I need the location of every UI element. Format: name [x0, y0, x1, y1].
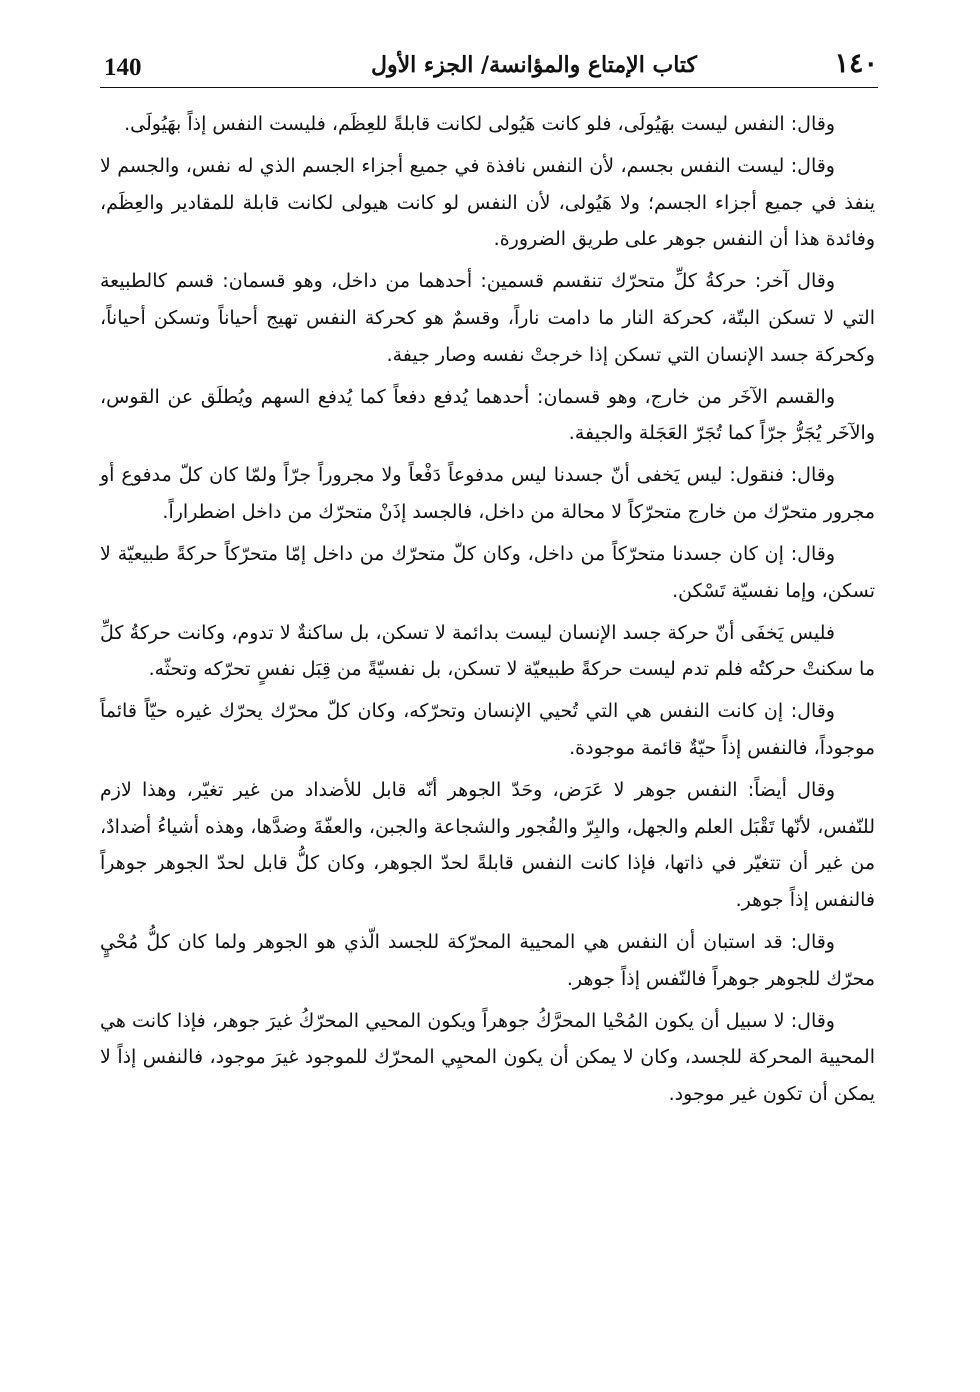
paragraph: وقال: إن كان جسدنا متحرّكاً من داخل، وكان كلّ متحرّك من داخل إمّا متحرّكاً حركةً طبيعيّة لا تسكن، وإما نفسيّة تَسْكن.	[100, 543, 875, 602]
page-number-latin: 140	[104, 54, 142, 81]
body-text	[100, 106, 875, 1118]
paragraph: وقال: فنقول: ليس يَخفى أنّ جسدنا ليس مدفوعاً دَفْعاً ولا مجروراً جرّاً ولمّا كان كلّ مدفوع أو مجرور متحرّك من خارج متحرّكاً لا محالة من داخل، فالجسد إذَنْ متحرّك من داخل اضطراراً.	[100, 464, 875, 523]
paragraph: وقال: ليست النفس بجسم، لأن النفس نافذة في جميع أجزاء الجسم الذي له نفس، والجسم لا ينفذ في جميع أجزاء الجسم؛ ولا هَيُولى، لأن النفس لو كانت هيولى لكانت قابلة للمقادير والعِظَم، وفائدة هذا أن النفس جوهر على طريق الضرورة.	[100, 155, 875, 251]
paragraph: فليس يَخفَى أنّ حركة جسد الإنسان ليست بدائمة لا تسكن، بل ساكنةٌ لا تدوم، وكانت حركةُ كلِّ ما سكنتْ حركتُه فلم تدم ليست حركةً طبيعيّة لا تسكن، بل نفسيّةً من قِبَل نفسٍ تحرّكه وتحثّه.	[100, 621, 875, 681]
page-number-arabic: ١٤٠	[834, 48, 878, 79]
book-title: كتاب الإمتاع والمؤانسة/ الجزء الأول	[370, 52, 698, 78]
page-header	[100, 44, 878, 90]
paragraph: والقسم الآخَر من خارج، وهو قسمان: أحدهما يُدفع دفعاً كما يُدفع السهم ويُطلَق عن القوس، والآخَر يُجَرُّ جرّاً كما تُجَرّ العَجَلة والجيفة.	[100, 385, 875, 445]
paragraph: وقال: النفس ليست بهَيُولَى، فلو كانت هَيُولى لكانت قابلةً للعِظَم، فليست النفس إذاً بهَيُولَى.	[124, 113, 835, 135]
paragraph: وقال: قد استبان أن النفس هي المحيية المحرّكة للجسد الّذي هو الجوهر ولما كان كلُّ مُحْيٍ محرّك للجوهر جوهراً فالنّفس إذاً جوهر.	[100, 930, 875, 990]
paragraph: وقال: إن كانت النفس هي التي تُحيي الإنسان وتحرّكه، وكان كلّ محرّك يحرّك غيره حيّاً قائماً موجوداً، فالنفس إذاً حيّةٌ قائمة موجودة.	[100, 700, 875, 759]
paragraph: وقال: لا سبيل أن يكون المُحْيا المحرَّكُ جوهراً ويكون المحيي المحرّكُ غيرَ جوهر، فإذا كانت هي المحيية المحركة للجسد، وكان لا يمكن أن يكون المحيِي المحرّك للموجود غيرَ موجود، فالنفس إذاً لا يمكن أن تكون غير موجود.	[100, 1009, 875, 1105]
paragraph: وقال آخر: حركةُ كلِّ متحرّك تنقسم قسمين: أحدهما من داخل، وهو قسمان: قسم كالطبيعة التي لا تسكن البتّة، كحركة النار ما دامت ناراً، وقسمٌ هو كحركة النفس تهيج أحياناً وتسكن أحياناً، وكحركة جسد الإنسان التي تسكن إذا خرجتْ نفسه وصار جيفة.	[100, 270, 875, 366]
header-rule	[100, 87, 878, 88]
paragraph: وقال أيضاً: النفس جوهر لا عَرَض، وحَدّ الجوهر أنّه قابل للأضداد من غير تغيّر، وهذا لازم للنّفس، لأنّها تَقْبَل العلم والجهل، والبِرّ والفُجور والشجاعة والجبن، والعفّةَ وضدَّها، وهذه أشياءُ أضدادٌ، من غير أن تتغيّر في ذاتها، فإذا كانت النفس قابلةً لحدّ الجوهر، وكان كلُّ قابل لحدّ الجوهر جوهراً فالنفس إذاً جوهر.	[100, 779, 875, 911]
